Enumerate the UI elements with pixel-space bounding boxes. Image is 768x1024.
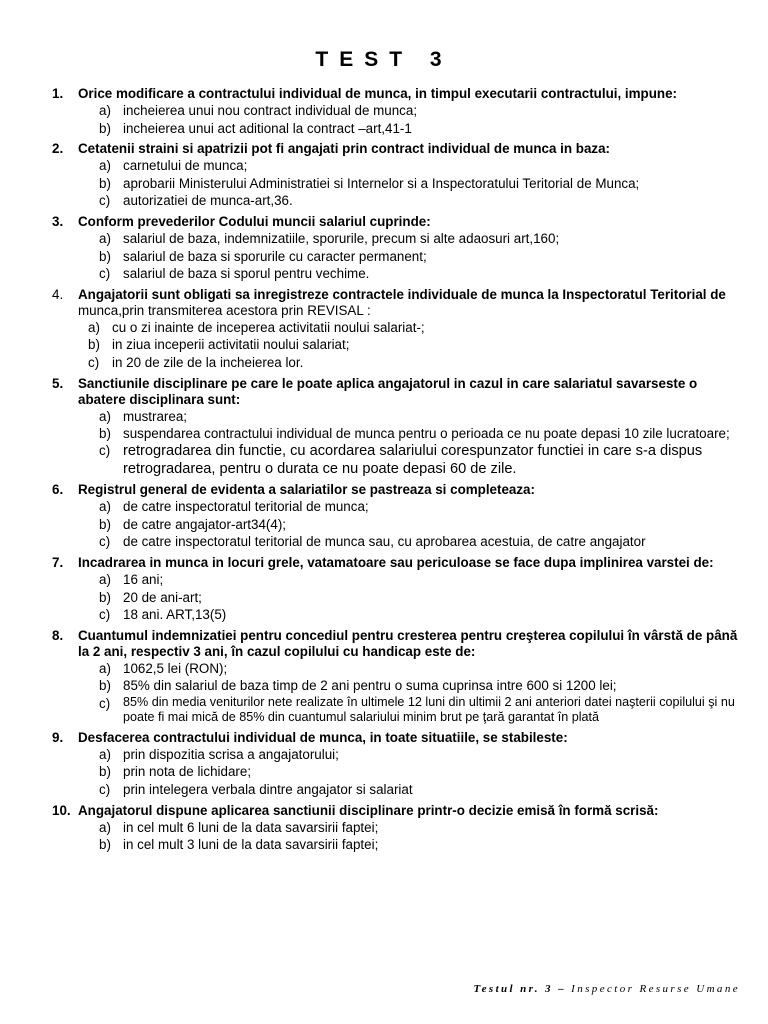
option-letter: b) bbox=[99, 678, 111, 694]
option-text: prin intelegera verbala dintre angajator si salariat bbox=[123, 782, 413, 798]
question-text: Registrul general de evidenta a salariatilor se pastreaza si completeaza: bbox=[78, 482, 535, 498]
question-7 bbox=[52, 555, 742, 624]
question-number: 5. bbox=[52, 375, 64, 391]
option-text: in cel mult 3 luni de la data savarsirii faptei; bbox=[123, 837, 379, 853]
question-text: Angajatorul dispune aplicarea sanctiunii disciplinare printr-o decizie emisă în formă scrisă: bbox=[78, 802, 659, 818]
option-letter: b) bbox=[99, 120, 111, 136]
question-number: 7. bbox=[52, 554, 64, 570]
option-text: in ziua inceperii activitatii noului salariat; bbox=[112, 337, 350, 353]
answer-option bbox=[52, 230, 742, 248]
option-letter: c) bbox=[88, 354, 100, 370]
question-number: 3. bbox=[52, 213, 64, 229]
option-letter: a) bbox=[99, 571, 111, 587]
question-2 bbox=[52, 141, 742, 210]
option-letter: c) bbox=[99, 443, 111, 459]
option-text: 1062,5 lei (RON); bbox=[123, 660, 228, 676]
answer-option bbox=[52, 248, 742, 266]
option-text: incheierea unui nou contract individual de munca; bbox=[123, 103, 418, 118]
answer-option bbox=[52, 746, 742, 764]
option-text: de catre angajator-art34(4); bbox=[123, 516, 287, 532]
option-letter: a) bbox=[99, 103, 111, 118]
option-text: prin dispozitia scrisa a angajatorului; bbox=[123, 746, 339, 762]
option-text: in 20 de zile de la incheierea lor. bbox=[112, 354, 304, 370]
option-letter: a) bbox=[99, 158, 111, 174]
question-4 bbox=[52, 287, 742, 372]
option-letter: b) bbox=[99, 764, 111, 780]
question-text-rest: munca,prin transmiterea acestora prin REVISAL : bbox=[78, 302, 371, 318]
option-letter: b) bbox=[99, 426, 111, 442]
option-letter: a) bbox=[88, 319, 100, 335]
answer-option bbox=[52, 442, 742, 478]
option-text: in cel mult 6 luni de la data savarsirii faptei; bbox=[123, 819, 379, 835]
question-text: Incadrarea in munca in locuri grele, vatamatoare sau periculoase se face dupa implinirea varstei de: bbox=[78, 554, 714, 570]
page-title: TEST 3 bbox=[315, 48, 453, 71]
option-letter: a) bbox=[99, 819, 111, 835]
option-letter: a) bbox=[99, 230, 111, 246]
question-number: 6. bbox=[52, 482, 64, 498]
answer-option bbox=[52, 192, 742, 210]
option-text: 16 ani; bbox=[123, 571, 164, 587]
option-letter: b) bbox=[99, 837, 111, 853]
answer-option bbox=[52, 354, 742, 372]
option-text: aprobarii Ministerului Administratiei si Internelor si a Inspectoratului Teritorial de Munca; bbox=[123, 175, 640, 191]
question-number: 2. bbox=[52, 141, 64, 157]
option-letter: a) bbox=[99, 408, 111, 424]
question-text: Orice modificare a contractului individual de munca, in timpul executarii contractului, impune: bbox=[78, 86, 677, 101]
option-text: 85% din salariul de baza timp de 2 ani pentru o suma cuprinsa intre 600 si 1200 lei; bbox=[123, 678, 617, 694]
option-letter: c) bbox=[99, 607, 111, 623]
option-letter: a) bbox=[99, 746, 111, 762]
answer-option bbox=[52, 425, 742, 442]
option-letter: c) bbox=[99, 534, 111, 550]
option-text: prin nota de lichidare; bbox=[123, 764, 252, 780]
answer-option bbox=[52, 175, 742, 193]
question-number: 8. bbox=[52, 627, 64, 643]
question-9 bbox=[52, 730, 742, 799]
option-text: suspendarea contractului individual de munca pentru o perioada ce nu poate depasi 10 zile lucratoare; bbox=[123, 426, 730, 442]
answer-option bbox=[52, 157, 742, 175]
question-text: Desfacerea contractului individual de munca, in toate situatiile, se stabileste: bbox=[78, 729, 568, 745]
option-letter: b) bbox=[99, 589, 111, 605]
answer-option bbox=[52, 336, 742, 354]
footer-subject: Inspector Resurse Umane bbox=[571, 983, 740, 995]
option-text: salariul de baza si sporurile cu caracter permanent; bbox=[123, 248, 427, 264]
option-text: cu o zi inainte de inceperea activitatii noului salariat-; bbox=[112, 319, 425, 335]
question-text: Cetatenii straini si apatrizii pot fi angajati prin contract individual de munca in baza: bbox=[78, 141, 610, 157]
answer-option bbox=[52, 589, 742, 607]
answer-option bbox=[52, 571, 742, 589]
option-letter: a) bbox=[99, 499, 111, 515]
option-text: carnetului de munca; bbox=[123, 158, 248, 174]
option-text: salariul de baza, indemnizatiile, sporurile, precum si alte adaosuri art,160; bbox=[123, 230, 560, 246]
answer-option bbox=[52, 660, 742, 678]
question-text: Cuantumul indemnizatiei pentru concediul pentru cresterea pentru creşterea copilului în vârstă de până la 2 ani, respectiv 3 ani, în cazul copilului cu handicap este de: bbox=[78, 627, 738, 659]
answer-option bbox=[52, 819, 742, 837]
answer-option bbox=[52, 781, 742, 799]
question-number: 4. bbox=[52, 286, 64, 302]
option-letter: c) bbox=[99, 266, 111, 282]
answer-option bbox=[52, 763, 742, 781]
question-3 bbox=[52, 214, 742, 283]
answer-option bbox=[52, 677, 742, 695]
option-text: 85% din media veniturilor nete realizate în ultimele 12 luni din ultimii 2 ani anteriori datei naşterii copilului şi nu poate fi mai mică de 85% din cuantumul salariului minim brut pe ţară garantat în plată bbox=[123, 694, 735, 725]
option-letter: c) bbox=[99, 695, 111, 711]
option-text: autorizatiei de munca-art,36. bbox=[123, 193, 293, 209]
answer-option bbox=[52, 498, 742, 516]
answer-option bbox=[52, 102, 742, 120]
footer-test-label: Testul nr. 3 – bbox=[473, 983, 566, 995]
question-1 bbox=[52, 86, 742, 137]
answer-option bbox=[52, 265, 742, 283]
question-5 bbox=[52, 376, 742, 479]
page-footer bbox=[474, 983, 741, 995]
question-8 bbox=[52, 628, 742, 726]
question-text: Conform prevederilor Codului muncii salariul cuprinde: bbox=[78, 213, 431, 229]
option-text: 18 ani. ART,13(5) bbox=[123, 607, 227, 623]
answer-option bbox=[52, 408, 742, 426]
answer-option bbox=[52, 120, 742, 138]
answer-option bbox=[52, 533, 742, 551]
answer-option bbox=[52, 606, 742, 624]
option-text: incheierea unui act aditional la contract –art,41-1 bbox=[123, 120, 412, 136]
option-letter: b) bbox=[99, 248, 111, 264]
option-letter: b) bbox=[88, 337, 100, 353]
question-number: 1. bbox=[52, 86, 64, 101]
option-text: mustrarea; bbox=[123, 408, 187, 424]
question-text: Sanctiunile disciplinare pe care le poate aplica angajatorul in cazul in care salariatul savarseste o abatere disciplinara sunt: bbox=[78, 375, 698, 407]
question-number: 10. bbox=[52, 802, 71, 818]
question-list bbox=[52, 86, 742, 858]
option-text: de catre inspectoratul teritorial de munca sau, cu aprobarea acestuia, de catre angajator bbox=[123, 534, 646, 550]
answer-option bbox=[52, 516, 742, 534]
option-letter: b) bbox=[99, 175, 111, 191]
option-letter: c) bbox=[99, 782, 111, 798]
question-6 bbox=[52, 482, 742, 551]
option-letter: c) bbox=[99, 193, 111, 209]
option-letter: a) bbox=[99, 660, 111, 676]
option-text: 20 de ani-art; bbox=[123, 589, 202, 605]
question-text-bold: Angajatorii sunt obligati sa inregistreze contractele individuale de munca la Inspectoratul Teritorial de bbox=[78, 286, 726, 302]
answer-option bbox=[52, 836, 742, 854]
option-text: de catre inspectoratul teritorial de munca; bbox=[123, 499, 369, 515]
option-letter: b) bbox=[99, 516, 111, 532]
option-text: salariul de baza si sporul pentru vechime. bbox=[123, 266, 370, 282]
answer-option bbox=[52, 695, 742, 726]
question-text bbox=[78, 287, 742, 319]
question-10 bbox=[52, 803, 742, 854]
option-text: retrogradarea din functie, cu acordarea salariului corespunzator functiei in care s-a dispus retrogradarea, pentru o durata ce nu poate depasi 60 de zile. bbox=[123, 443, 703, 478]
answer-option bbox=[52, 319, 742, 337]
question-number: 9. bbox=[52, 729, 64, 745]
